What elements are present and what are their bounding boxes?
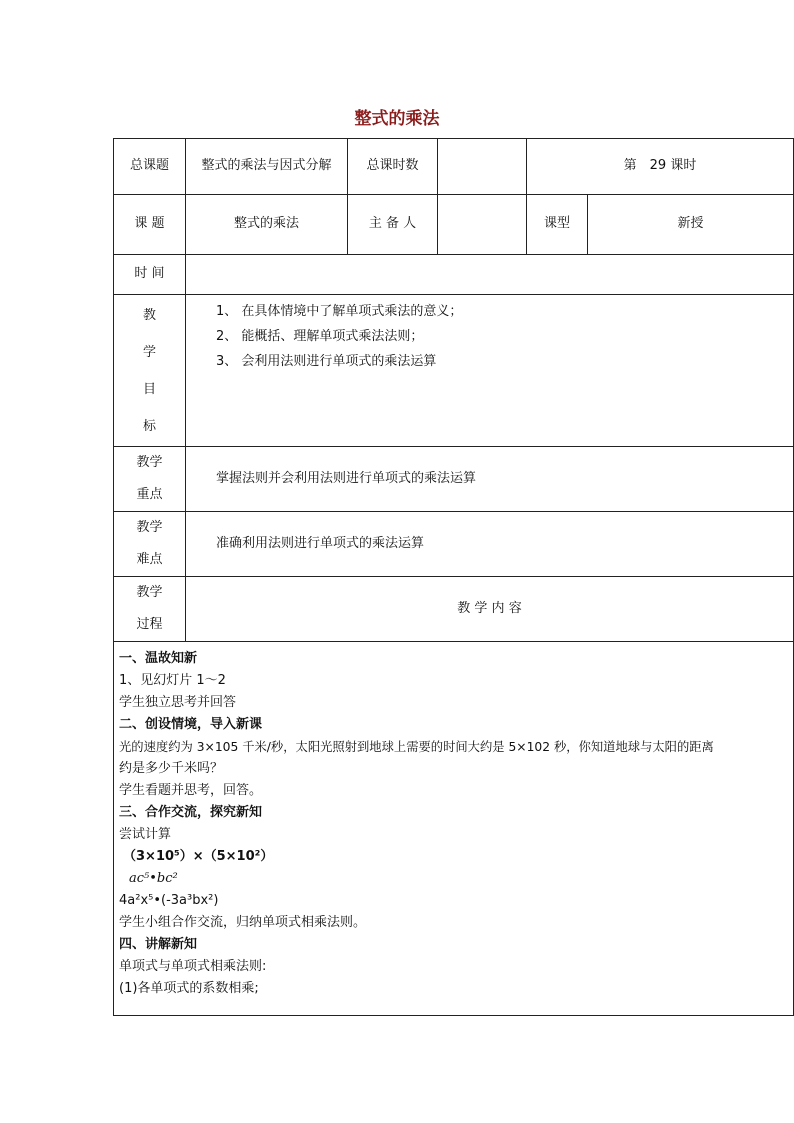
lesson-plan-table: [113, 138, 794, 1016]
teaching-goals-list: [186, 295, 794, 447]
content-header: 教 学 内 容: [186, 577, 794, 642]
lesson-content: [114, 642, 794, 1016]
preparer-value: [438, 195, 527, 255]
label-teaching-goals: 教 学 目 标: [114, 295, 186, 447]
row-topic: [114, 195, 794, 255]
difficulties-text: 准确利用法则进行单项式的乘法运算: [186, 512, 794, 577]
content-line: 1、见幻灯片 1～2: [119, 673, 226, 688]
content-line: 学生小组合作交流，归纳单项式相乘法则。: [119, 915, 367, 930]
row-content: [114, 642, 794, 1016]
goal-item: 2、 能概括、理解单项式乘法法则；: [216, 329, 424, 344]
equation: 4a²x⁵•(-3a³bx²): [119, 893, 219, 908]
row-key-points: [114, 447, 794, 512]
goal-item: 3、 会利用法则进行单项式的乘法运算: [216, 354, 437, 369]
section-heading: 一、温故知新: [119, 651, 198, 666]
content-line: 学生独立思考并回答: [119, 695, 237, 710]
content-line: 单项式与单项式相乘法则:: [119, 959, 267, 974]
page-title: 整式的乘法: [354, 109, 440, 129]
label-time: 时 间: [114, 255, 186, 295]
key-points-text: 掌握法则并会利用法则进行单项式的乘法运算: [186, 447, 794, 512]
row-goals: [114, 295, 794, 447]
label-preparer: 主 备 人: [348, 195, 438, 255]
lesson-number: 第 29 课时: [527, 139, 794, 195]
row-total-topic: [114, 139, 794, 195]
goal-item: 1、 在具体情境中了解单项式乘法的意义；: [216, 304, 463, 319]
row-process: [114, 577, 794, 642]
equation: （3×10⁵）×（5×10²）: [123, 849, 274, 864]
equation: ac⁵•bc²: [129, 871, 178, 886]
section-heading: 三、合作交流，探究新知: [119, 805, 263, 820]
label-topic: 课 题: [114, 195, 186, 255]
label-total-topic: 总课题: [114, 139, 186, 195]
content-line: 光的速度约为 3×105 千米/秒，太阳光照射到地球上需要的时间大约是 5×102 秒，你知道地球与太阳的距离: [119, 740, 714, 754]
topic-value: 整式的乘法: [186, 195, 348, 255]
row-difficulties: [114, 512, 794, 577]
content-line: 尝试计算: [119, 827, 172, 842]
label-key-points: 教学 重点: [114, 447, 186, 512]
label-difficulties: 教学 难点: [114, 512, 186, 577]
total-topic-value: 整式的乘法与因式分解: [186, 139, 348, 195]
label-lesson-type: 课型: [527, 195, 588, 255]
section-heading: 四、讲解新知: [119, 937, 198, 952]
label-process: 教学 过程: [114, 577, 186, 642]
section-heading: 二、创设情境，导入新课: [119, 717, 263, 732]
label-total-hours: 总课时数: [348, 139, 438, 195]
content-line: 约是多少千米吗？: [119, 761, 224, 776]
row-time: [114, 255, 794, 295]
content-line: 学生看题并思考，回答。: [119, 783, 263, 798]
content-line: (1)各单项式的系数相乘;: [119, 981, 259, 996]
time-value: [186, 255, 794, 295]
lesson-type-value: 新授: [588, 195, 794, 255]
total-hours-value: [438, 139, 527, 195]
